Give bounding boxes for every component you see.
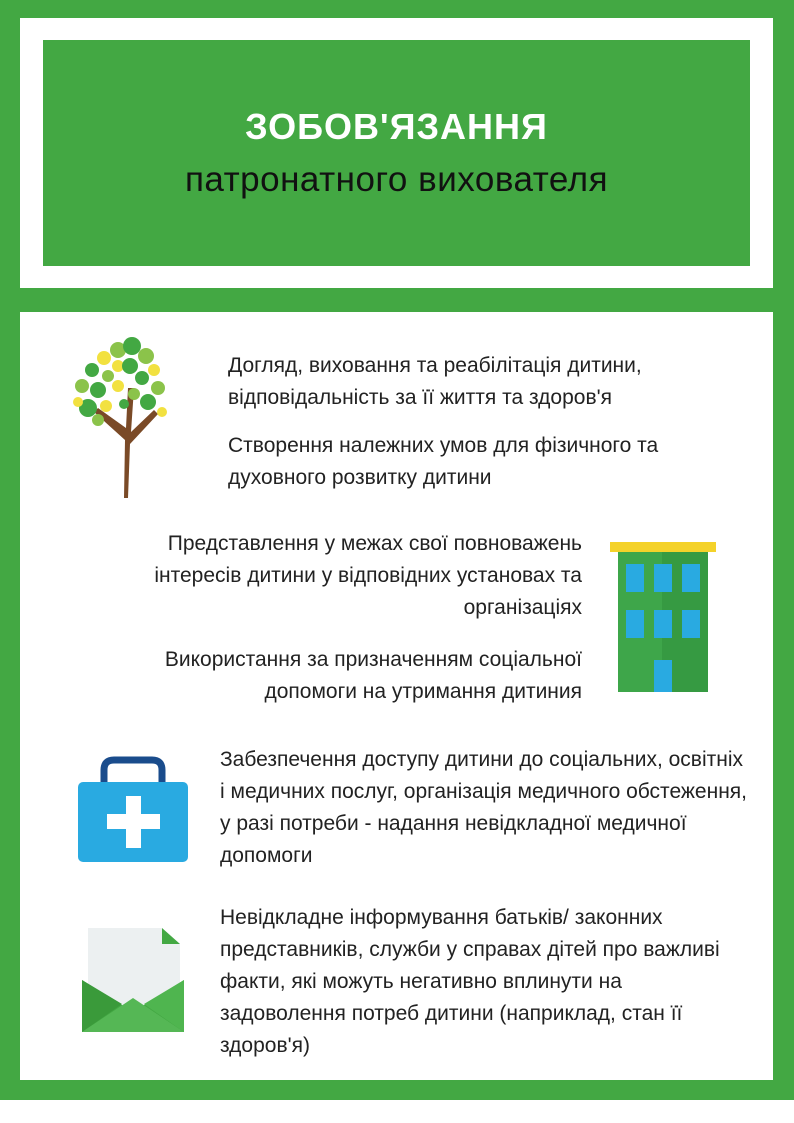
building-icon: [610, 540, 716, 692]
item-text-6: Невідкладне інформування батьків/ законних представників, служби у справах дітей про важливі факти, які можуть негативно вплинути на задоволення потреб дитини (наприклад, стан її здоров'я): [220, 906, 720, 1057]
medical-kit-icon: [78, 756, 188, 864]
page-title: ЗОБОВ'ЯЗАННЯ: [245, 106, 548, 147]
header-panel: [20, 18, 773, 288]
item-text-1: Догляд, виховання та реабілітація дитини, відповідальність за її життя та здоров'я: [228, 354, 642, 409]
item-text-3: Представлення у межах свої повноважень інтересів дитини у відповідних установах та організаціях: [154, 532, 582, 619]
bottom-margin: [0, 1100, 794, 1123]
item-text-5: Забезпечення доступу дитини до соціальних, освітніх і медичних послуг, організація медичного обстеження, у разі потреби - надання невідкладної медичної допомоги: [220, 748, 748, 867]
content-panel: [20, 312, 773, 1080]
item-text-2: Створення належних умов для фізичного та духовного розвитку дитини: [228, 434, 659, 489]
item-text-4: Використання за призначенням соціальної допомоги на утримання дитиния: [164, 648, 582, 703]
tree-icon: [68, 336, 168, 498]
page-subtitle: патронатного вихователя: [184, 160, 609, 199]
envelope-icon: [82, 924, 184, 1032]
header-banner: [43, 40, 750, 266]
